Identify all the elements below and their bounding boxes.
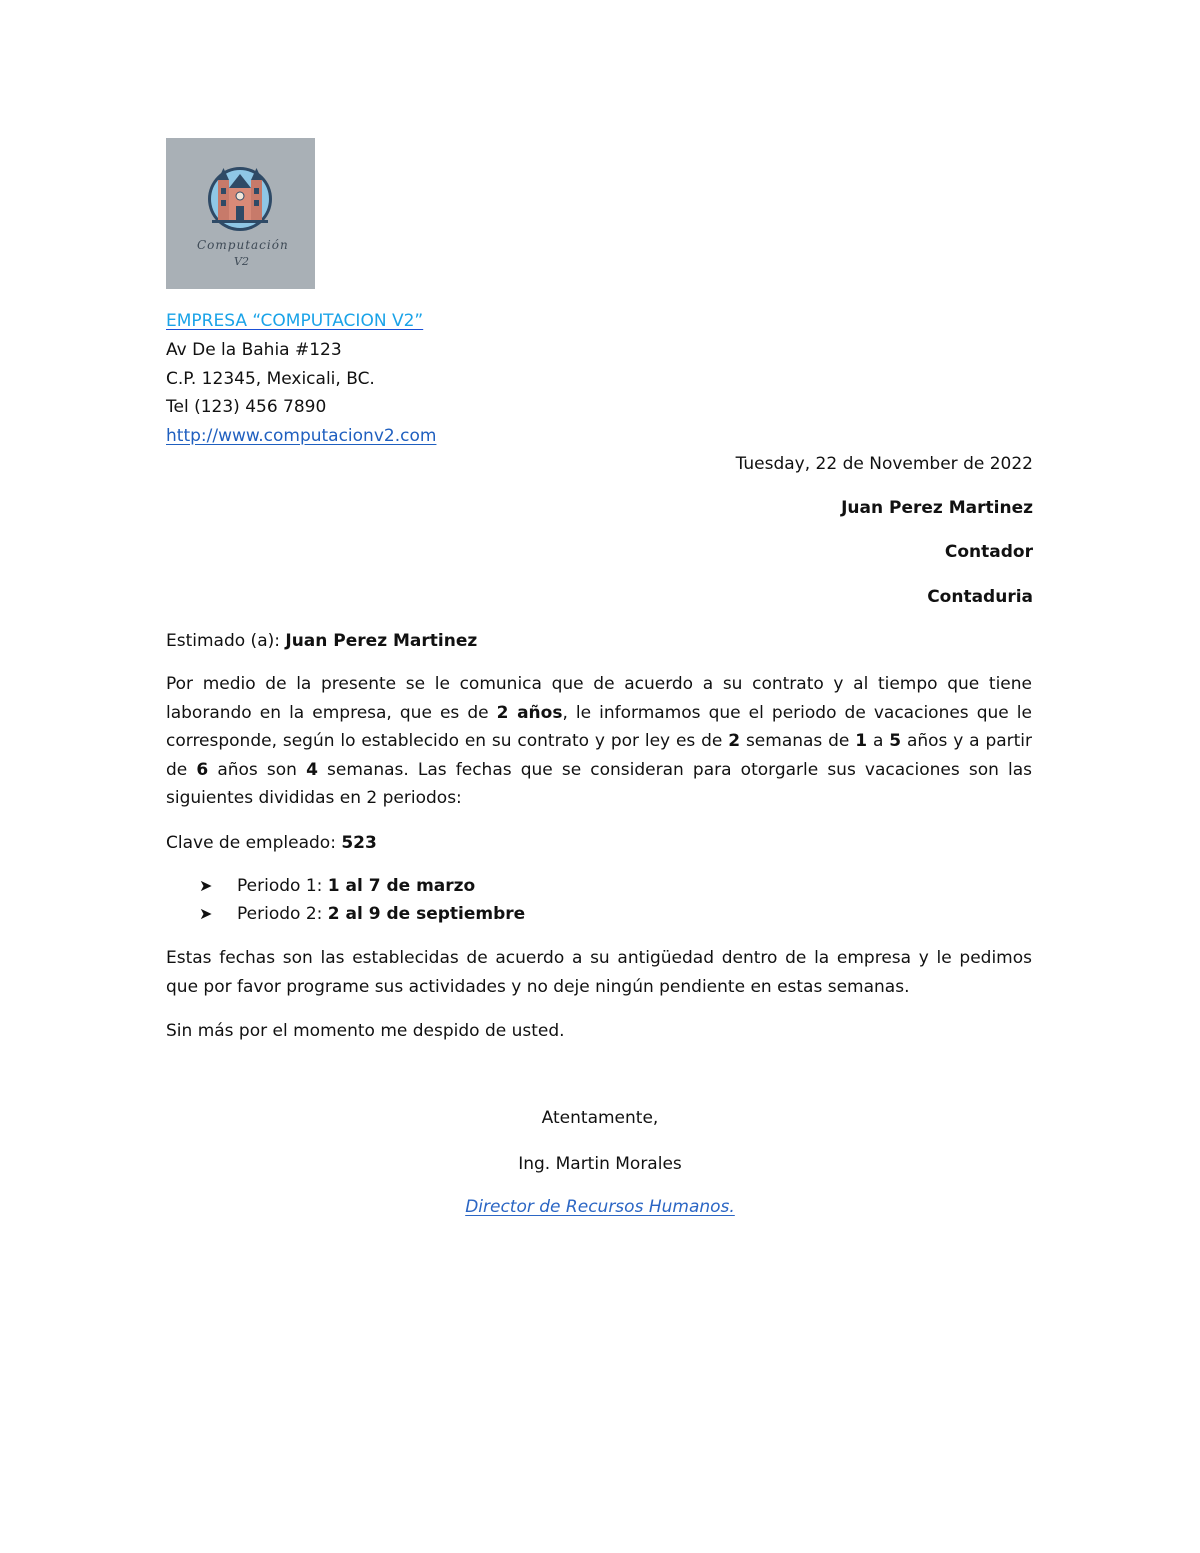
company-website-link[interactable]: http://www.computacionv2.com: [166, 426, 437, 446]
p1-text: años y a partir de: [166, 731, 1033, 780]
employee-id-line: [166, 833, 377, 853]
salutation: [166, 631, 477, 651]
closing-farewell: Atentamente,: [541, 1108, 659, 1128]
p1-text: , le informamos que el periodo de vacaciones que le corresponde, según lo establecido en su contrato y por ley es de: [166, 702, 1032, 751]
recipient-department: Contaduria: [927, 587, 1033, 607]
p1-text: semanas. Las fechas que se consideran para otorgarle sus vacaciones son las siguientes divididas en: [166, 759, 1032, 808]
list-item: [199, 904, 525, 924]
body-paragraph-2: Estas fechas son las establecidas de acuerdo a su antigüedad dentro de la empresa y le pedimos que por favor programe sus actividades y no deje ningún pendiente en estas semanas.: [166, 948, 1032, 997]
p1-text: a: [867, 731, 890, 751]
body-paragraph-1: [166, 670, 1032, 813]
logo-text-line2: V2: [234, 255, 249, 268]
logo-text-line1: Computación: [197, 238, 289, 252]
p1-text: Por medio de la presente se le comunica que de acuerdo a su contrato y al tiempo que tiene laborando en la empresa, que es de: [166, 674, 1032, 723]
company-logo: [166, 138, 315, 289]
company-city: C.P. 12345, Mexicali, BC.: [166, 369, 375, 389]
company-address: Av De la Bahia #123: [166, 340, 342, 360]
company-name: EMPRESA “COMPUTACION V2”: [166, 311, 424, 331]
p1-number: 5: [889, 731, 902, 751]
p1-number: 1: [855, 731, 868, 751]
period-label: Periodo 1:: [237, 876, 328, 896]
recipient-position: Contador: [944, 542, 1033, 562]
body-paragraph-3: Sin más por el momento me despido de usted.: [166, 1021, 565, 1041]
period-value: 1 al 7 de marzo: [327, 876, 476, 896]
letter-date: Tuesday, 22 de November de 2022: [735, 454, 1033, 474]
signer-title-line: [0, 1197, 1200, 1217]
salutation-prefix: Estimado (a):: [166, 631, 286, 651]
p1-text: años son: [208, 759, 307, 780]
recipient-name: Juan Perez Martinez: [841, 498, 1033, 518]
company-phone: Tel (123) 456 7890: [166, 397, 327, 417]
p1-text: periodos:: [377, 788, 462, 808]
period-label: Periodo 2:: [237, 904, 328, 924]
employee-id-label: Clave de empleado:: [166, 833, 342, 853]
employee-id-value: 523: [341, 833, 377, 853]
p1-number: 2: [366, 788, 378, 808]
list-item: [199, 876, 475, 896]
p1-number: 4: [306, 759, 318, 780]
signer-name: Ing. Martin Morales: [518, 1154, 682, 1174]
p1-years: 2 años: [496, 702, 563, 723]
p1-number: 6: [196, 759, 209, 780]
arrow-bullet-icon: ➤: [199, 904, 213, 923]
salutation-name: Juan Perez Martinez: [285, 631, 478, 651]
p1-text: semanas de: [740, 731, 856, 751]
arrow-bullet-icon: ➤: [199, 876, 213, 895]
period-value: 2 al 9 de septiembre: [327, 904, 526, 924]
signer-title: Director de Recursos Humanos.: [465, 1197, 735, 1217]
p1-number: 2: [728, 731, 741, 751]
